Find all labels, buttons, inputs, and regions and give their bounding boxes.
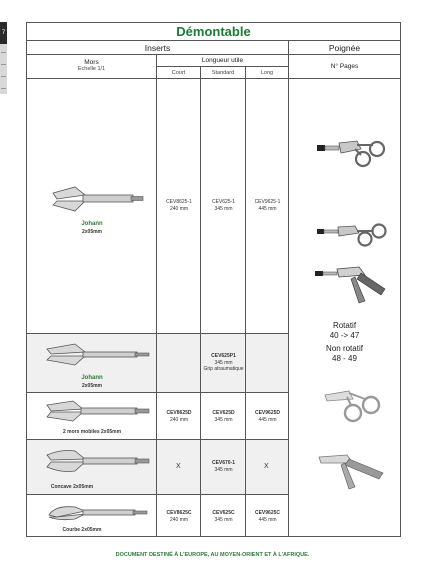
longueur-header: Longueur utile [157, 55, 289, 67]
row4-standard-ref [201, 460, 246, 473]
row3-court-ref [157, 410, 201, 423]
pages-header: N° Pages [289, 55, 400, 79]
tab-mark [1, 52, 6, 53]
ref-code: CEV9625-1 [254, 199, 281, 205]
johann-grip-jaw-illustration [41, 341, 151, 367]
row5-long-ref [246, 510, 289, 523]
mors-scale: Echelle 1/1 [77, 66, 106, 72]
ref-length: 240 mm [169, 416, 189, 423]
long-header: Long [246, 67, 289, 79]
ref-code: CEV625P1 [211, 353, 236, 359]
rotatif-label: Rotatif [332, 321, 357, 330]
ref-code: CEV670-1 [211, 460, 236, 466]
ref-length: 445 mm [258, 416, 277, 423]
ref-code: CEV8625-1 [166, 199, 192, 205]
catalog-table [26, 22, 401, 537]
ref-length: 445 mm [258, 516, 277, 523]
rotatif-pistol-handle-illustration [315, 259, 389, 309]
row3-long-ref [246, 410, 289, 423]
ref-code: CEV625-1 [211, 199, 236, 205]
ref-code: CEV8625D [166, 410, 192, 416]
ref-code: CEV9625D [254, 410, 280, 416]
non-rotatif-handle-illustration [319, 379, 389, 431]
row5-caption: Courbe 2x05mm [62, 527, 102, 533]
non-rotatif-pages: 48 - 49 [332, 354, 357, 363]
tab-mark [1, 88, 6, 89]
footer-note: DOCUMENT DESTINÉ À L'EUROPE, AU MOYEN-ORIENT ET À L'AFRIQUE. [115, 552, 310, 558]
curved-jaw-illustration [45, 501, 149, 523]
tab-mark [1, 64, 6, 65]
ref-code: CEV625C [212, 510, 235, 516]
ref-length: 345 mm [214, 205, 233, 212]
rotatif-handle-illustration [317, 219, 387, 251]
non-rotatif-label: Non rotatif [326, 344, 363, 353]
rotatif-handle-illustration [317, 131, 387, 171]
ref-length: 345 mm [214, 416, 233, 423]
row3-caption: 2 mors mobiles 2x05mm [62, 429, 122, 435]
ref-length: 345 mm [214, 359, 233, 366]
row5-court-ref [157, 510, 201, 523]
row2-name: Johann [81, 375, 103, 381]
concave-jaw-illustration [41, 447, 151, 475]
row4-long-unavailable: X [264, 463, 269, 470]
table-title: Démontable [27, 23, 400, 41]
ref-length: 240 mm [169, 205, 189, 212]
mors-label: Mors [84, 59, 99, 66]
row5-standard-ref [201, 510, 246, 523]
row1-size: 2x05mm [81, 229, 102, 235]
ref-length: 240 mm [169, 516, 189, 523]
row2-court-cell [157, 334, 201, 393]
row2-size: 2x05mm [81, 383, 102, 389]
ref-note: Grip atraumatique [203, 366, 244, 372]
ref-code: CEV9625C [254, 510, 280, 516]
ref-length: 345 mm [214, 516, 233, 523]
row2-standard-ref [201, 353, 246, 373]
double-mobile-jaw-illustration [41, 399, 151, 423]
row4-caption: Concave 2x05mm [50, 484, 94, 490]
row1-court-ref [157, 199, 201, 212]
row1-name: Johann [81, 221, 103, 227]
rotatif-pages: 40 -> 47 [329, 331, 360, 340]
row4-court-unavailable: X [176, 463, 181, 470]
poignee-header: Poignée [289, 41, 400, 55]
chapter-tab [0, 22, 7, 94]
non-rotatif-pistol-handle-illustration [317, 447, 391, 493]
inserts-header: Inserts [27, 41, 289, 55]
ref-code: CEV8625C [166, 510, 192, 516]
row3-standard-ref [201, 410, 246, 423]
ref-code: CEV625D [212, 410, 235, 416]
ref-length: 445 mm [258, 205, 277, 212]
row1-standard-ref [201, 199, 246, 212]
standard-header: Standard [201, 67, 246, 79]
mors-header [27, 55, 157, 79]
ref-length: 345 mm [214, 466, 233, 473]
johann-jaw-illustration [45, 183, 145, 213]
row2-long-cell [246, 334, 289, 393]
chapter-number: 7 [0, 22, 7, 44]
row1-long-ref [246, 199, 289, 212]
tab-mark [1, 76, 6, 77]
court-header: Court [157, 67, 201, 79]
